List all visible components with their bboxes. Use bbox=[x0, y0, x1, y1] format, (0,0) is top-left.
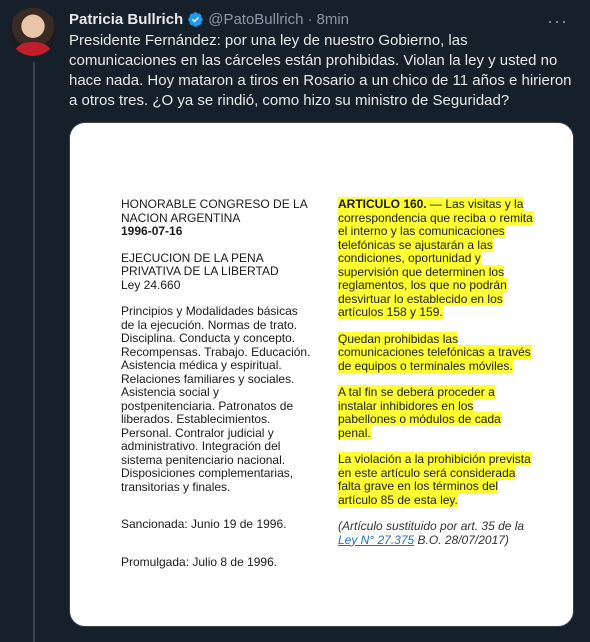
law-title-line-1: EJECUCION DE LA PENA bbox=[121, 250, 264, 265]
author-name[interactable]: Patricia Bullrich bbox=[69, 10, 184, 28]
law-number: Ley 24.660 bbox=[121, 277, 181, 292]
tweet-time[interactable]: 8min bbox=[316, 10, 350, 28]
org-line-1: HONORABLE CONGRESO DE LA bbox=[121, 197, 308, 211]
article-paragraph-3: A tal fin se deberá proceder a instalar inhibidores en los pabellones o módulos de cada penal. bbox=[338, 385, 501, 440]
verified-badge-icon bbox=[187, 11, 204, 28]
article-label: ARTICULO 160. bbox=[338, 197, 427, 211]
org-line-2: NACION ARGENTINA bbox=[121, 210, 241, 225]
promulgated-date: Promulgada: Julio 8 de 1996. bbox=[121, 554, 278, 569]
article-paragraph-4: La violación a la prohibición prevista en este artículo será considerada falta grave en los términos del artículo 85 de esta ley. bbox=[338, 452, 531, 507]
tweet-text: Presidente Fernández: por una ley de nuestro Gobierno, las comunicaciones en las cárceles están prohibidas. Violan la ley y usted no hace nada. Hoy mataron a tiros en Rosario a un chico de 11 años e hirieron a otros tres. ¿O ya se rindió, como hizo su ministro de Seguridad? bbox=[69, 32, 572, 109]
article-160 bbox=[338, 198, 534, 320]
amendment-note: (Artículo sustituido por art. 35 de la Ley N° 27.375 B.O. 28/07/2017) bbox=[338, 519, 525, 547]
law-link[interactable]: Ley N° 27.375 bbox=[338, 532, 415, 547]
article-text: — Las visitas y la correspondencia que reciba o remita el interno y las comunicaciones telefónicas se ajustarán a las condiciones, oportunidad y supervisión que determinen los reglamentos, los que no podrán desvirtuar lo establecido en los artículos 158 y 159. bbox=[338, 197, 533, 319]
tweet-image[interactable] bbox=[69, 122, 574, 627]
tweet-header bbox=[69, 9, 580, 29]
law-title-line-2: PRIVATIVA DE LA LIBERTAD bbox=[121, 264, 279, 278]
law-summary: Principios y Modalidades básicas de la ejecución. Normas de trato. Disciplina. Conducta y concepto. Recompensas. Trabajo. Educación. Asistencia médica y espiritual. Relaciones familiares y sociales. Asistencia social y postpenitenciaria. Patronatos de liberados. Establecimientos. Personal. Contralor judicial y administrativo. Integración del sistema penitenciario nacional. Disposiciones complementarias, transitorias y finales. bbox=[121, 304, 311, 494]
author-handle[interactable]: @PatoBullrich bbox=[208, 10, 304, 28]
document-right-column bbox=[338, 198, 534, 560]
article-paragraph-2: Quedan prohibidas las comunicaciones telefónicas a través de equipos o terminales móviles. bbox=[338, 331, 531, 373]
more-dots-icon[interactable]: ··· bbox=[547, 11, 568, 31]
separator-dot: · bbox=[307, 10, 313, 28]
document-date: 1996-07-16 bbox=[121, 224, 183, 238]
document-left-column bbox=[121, 198, 311, 569]
thread-line bbox=[33, 62, 35, 642]
sanctioned-date: Sancionada: Junio 19 de 1996. bbox=[121, 517, 287, 531]
avatar[interactable] bbox=[9, 8, 57, 56]
